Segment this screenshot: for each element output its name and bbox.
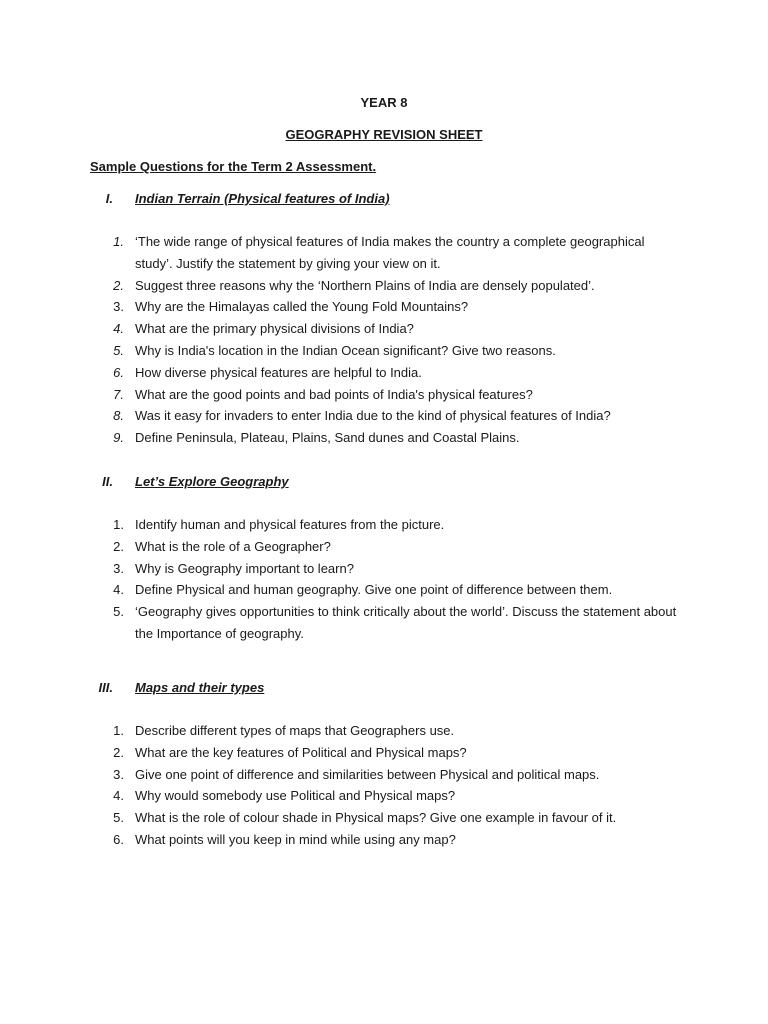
question-text: Why are the Himalayas called the Young Fold Mountains? — [135, 299, 469, 315]
question-number: 2. — [113, 538, 124, 554]
question-number: 7. — [113, 386, 124, 402]
question-number: 1. — [113, 723, 124, 738]
question-number: 6. — [113, 364, 124, 380]
question-text: What points will you keep in mind while using any map? — [135, 831, 456, 847]
question-list — [0, 514, 768, 645]
question-text: What are the good points and bad points of India's physical features? — [135, 386, 533, 402]
question-number: 2. — [113, 744, 124, 760]
list-item — [0, 405, 680, 427]
section-indian-terrain — [0, 191, 768, 449]
list-item — [0, 807, 680, 829]
question-text: Give one point of difference and similarities between Physical and political maps. — [135, 766, 600, 782]
section-heading — [0, 191, 768, 207]
question-list — [0, 231, 768, 449]
list-item — [0, 720, 680, 742]
question-text: Identify human and physical features from the picture. — [135, 517, 445, 532]
question-text: How diverse physical features are helpful to India. — [135, 364, 422, 380]
section-title: Let’s Explore Geography — [135, 474, 289, 489]
list-item — [0, 231, 680, 275]
question-number: 5. — [113, 342, 124, 358]
list-item — [0, 601, 680, 645]
question-list — [0, 720, 768, 851]
question-number: 9. — [113, 430, 124, 446]
list-item — [0, 384, 680, 406]
question-text: Why is Geography important to learn? — [135, 560, 354, 576]
section-numeral: I. — [105, 191, 113, 206]
question-text: What is the role of colour shade in Physical maps? Give one example in favour of it. — [135, 810, 617, 826]
list-item — [0, 829, 680, 851]
section-title: Maps and their types — [135, 680, 265, 695]
question-number: 8. — [113, 408, 124, 424]
question-number: 3. — [113, 560, 124, 576]
sheet-title: GEOGRAPHY REVISION SHEET — [285, 127, 483, 142]
section-title: Indian Terrain (Physical features of India) — [135, 191, 390, 206]
section-numeral: III. — [98, 680, 113, 695]
list-item — [0, 764, 680, 786]
list-item — [0, 558, 680, 580]
list-item — [0, 275, 680, 297]
question-text: ‘Geography gives opportunities to think critically about the world’. Discuss the statement about the Importance of geography. — [135, 604, 677, 641]
section-explore-geography — [0, 474, 768, 645]
list-item — [0, 296, 680, 318]
question-number: 6. — [113, 831, 124, 847]
question-number: 4. — [113, 582, 124, 598]
list-item — [0, 579, 680, 601]
list-item — [0, 536, 680, 558]
section-heading — [0, 474, 768, 490]
list-item — [0, 318, 680, 340]
list-item — [0, 362, 680, 384]
question-text: Why is India's location in the Indian Ocean significant? Give two reasons. — [135, 342, 556, 358]
question-number: 5. — [113, 604, 124, 620]
section-heading — [0, 680, 768, 696]
list-item — [0, 427, 680, 449]
question-text: What is the role of a Geographer? — [135, 538, 331, 554]
question-text: What are the key features of Political and Physical maps? — [135, 744, 467, 760]
list-item — [0, 340, 680, 362]
year-heading: YEAR 8 — [360, 95, 408, 110]
question-number: 5. — [113, 810, 124, 826]
question-text: Describe different types of maps that Geographers use. — [135, 723, 455, 738]
question-number: 3. — [113, 299, 124, 315]
question-text: Why would somebody use Political and Physical maps? — [135, 788, 456, 804]
question-text: Suggest three reasons why the ‘Northern Plains of India are densely populated’. — [135, 277, 595, 293]
question-text: Define Physical and human geography. Give one point of difference between them. — [135, 582, 613, 598]
list-item — [0, 742, 680, 764]
section-numeral: II. — [102, 474, 113, 489]
question-text: ‘The wide range of physical features of India makes the country a complete geographical study’. Justify the statement by giving your view on it. — [135, 234, 645, 271]
question-number: 2. — [113, 277, 124, 293]
question-number: 4. — [113, 321, 124, 337]
question-number: 1. — [113, 234, 124, 249]
list-item — [0, 785, 680, 807]
question-text: What are the primary physical divisions of India? — [135, 321, 414, 337]
subtitle: Sample Questions for the Term 2 Assessment. — [90, 159, 377, 174]
question-number: 3. — [113, 766, 124, 782]
question-text: Define Peninsula, Plateau, Plains, Sand dunes and Coastal Plains. — [135, 430, 520, 446]
section-maps-types — [0, 680, 768, 851]
list-item — [0, 514, 680, 536]
question-number: 4. — [113, 788, 124, 804]
question-text: Was it easy for invaders to enter India due to the kind of physical features of India? — [135, 408, 611, 424]
question-number: 1. — [113, 517, 124, 532]
